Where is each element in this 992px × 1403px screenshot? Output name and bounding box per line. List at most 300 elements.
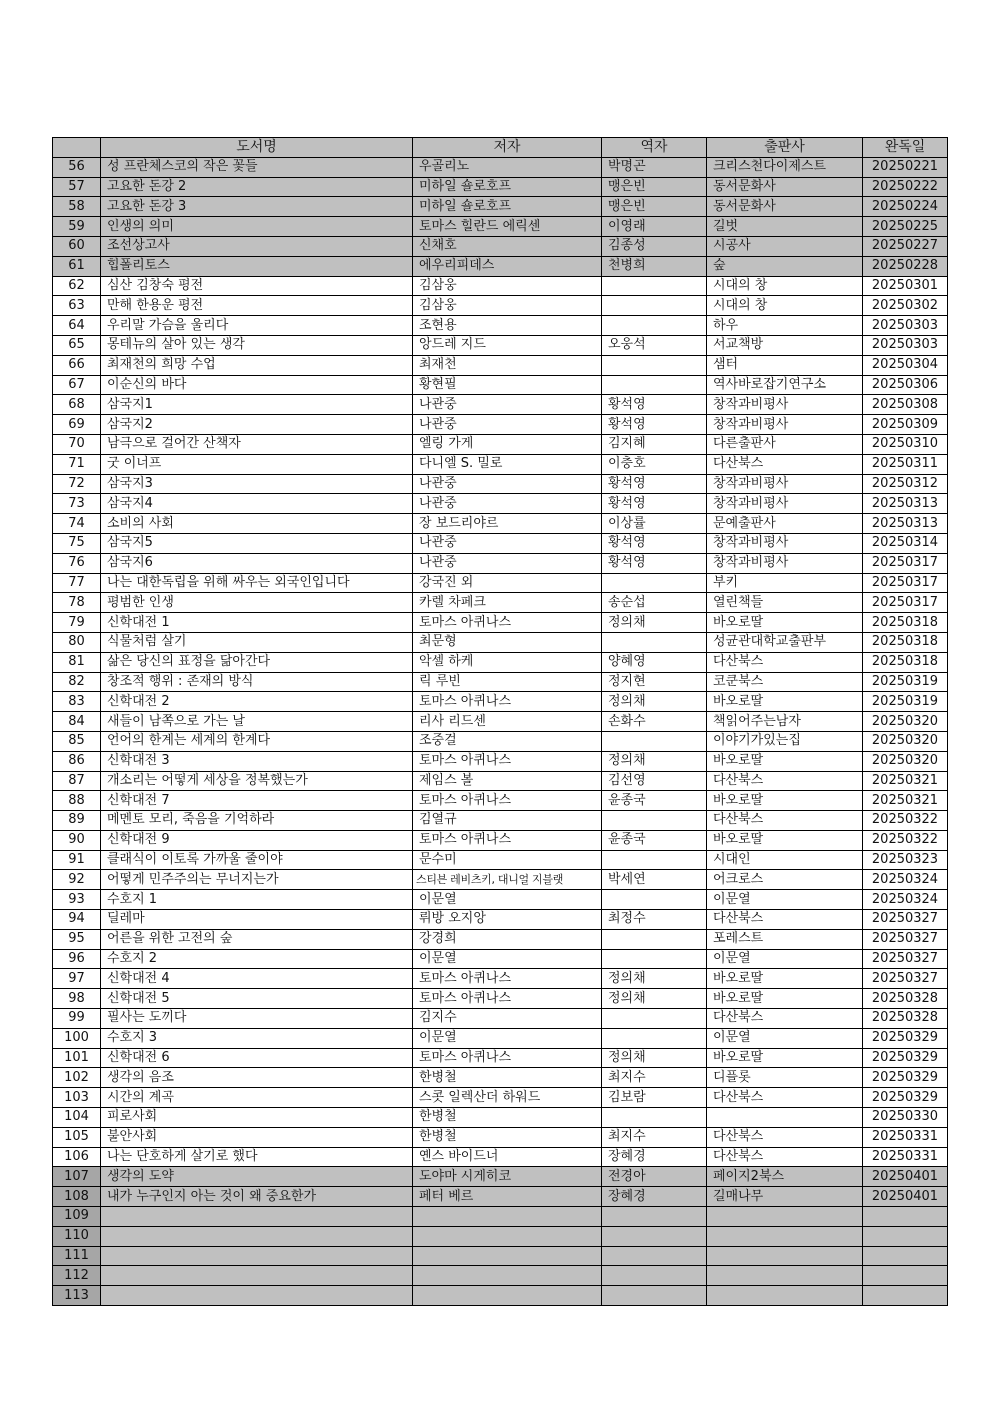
row-number-cell[interactable]: 59 [53, 217, 101, 237]
finished-date-cell[interactable]: 20250301 [863, 276, 948, 296]
translator-cell[interactable]: 황석영 [602, 494, 707, 514]
publisher-cell[interactable] [707, 1266, 863, 1286]
title-cell[interactable]: 신학대전 4 [101, 969, 413, 989]
author-cell[interactable]: 릭 루빈 [413, 672, 602, 692]
translator-cell[interactable] [602, 811, 707, 831]
publisher-cell[interactable]: 다산북스 [707, 771, 863, 791]
author-cell[interactable]: 토마스 아퀴나스 [413, 692, 602, 712]
publisher-cell[interactable]: 시공사 [707, 236, 863, 256]
title-cell[interactable]: 신학대전 7 [101, 791, 413, 811]
translator-cell[interactable] [602, 276, 707, 296]
finished-date-cell[interactable]: 20250310 [863, 434, 948, 454]
title-cell[interactable]: 삼국지2 [101, 415, 413, 435]
translator-cell[interactable]: 최정수 [602, 910, 707, 930]
title-cell[interactable]: 삼국지4 [101, 494, 413, 514]
translator-cell[interactable] [602, 1108, 707, 1128]
publisher-cell[interactable] [707, 1226, 863, 1246]
finished-date-cell[interactable]: 20250319 [863, 672, 948, 692]
publisher-cell[interactable]: 이문열 [707, 890, 863, 910]
publisher-cell[interactable]: 길매나무 [707, 1187, 863, 1207]
title-cell[interactable]: 수호지 2 [101, 949, 413, 969]
finished-date-cell[interactable] [863, 1286, 948, 1306]
finished-date-cell[interactable]: 20250324 [863, 870, 948, 890]
translator-cell[interactable]: 정의채 [602, 969, 707, 989]
title-cell[interactable] [101, 1246, 413, 1266]
author-cell[interactable]: 제임스 볼 [413, 771, 602, 791]
translator-cell[interactable]: 황석영 [602, 553, 707, 573]
translator-cell[interactable] [602, 1266, 707, 1286]
row-number-cell[interactable]: 78 [53, 593, 101, 613]
translator-cell[interactable]: 윤종국 [602, 791, 707, 811]
title-cell[interactable]: 우리말 가슴을 울리다 [101, 316, 413, 336]
translator-cell[interactable]: 맹은빈 [602, 177, 707, 197]
title-cell[interactable]: 생각의 도약 [101, 1167, 413, 1187]
title-cell[interactable]: 심산 김창숙 평전 [101, 276, 413, 296]
finished-date-cell[interactable]: 20250228 [863, 256, 948, 276]
finished-date-cell[interactable]: 20250318 [863, 652, 948, 672]
row-number-cell[interactable]: 60 [53, 236, 101, 256]
translator-cell[interactable]: 전경아 [602, 1167, 707, 1187]
publisher-cell[interactable]: 창작과비평사 [707, 494, 863, 514]
finished-date-cell[interactable]: 20250327 [863, 949, 948, 969]
author-cell[interactable]: 리사 리드센 [413, 712, 602, 732]
finished-date-cell[interactable]: 20250317 [863, 593, 948, 613]
finished-date-cell[interactable]: 20250321 [863, 791, 948, 811]
publisher-cell[interactable]: 페이지2북스 [707, 1167, 863, 1187]
row-number-cell[interactable]: 95 [53, 929, 101, 949]
translator-cell[interactable]: 정지현 [602, 672, 707, 692]
finished-date-cell[interactable]: 20250313 [863, 494, 948, 514]
publisher-cell[interactable]: 다산북스 [707, 652, 863, 672]
publisher-cell[interactable]: 다른출판사 [707, 434, 863, 454]
title-cell[interactable]: 나는 대한독립을 위해 싸우는 외국인입니다 [101, 573, 413, 593]
row-number-cell[interactable]: 98 [53, 989, 101, 1009]
publisher-cell[interactable]: 책읽어주는남자 [707, 712, 863, 732]
author-cell[interactable]: 악셀 하케 [413, 652, 602, 672]
publisher-cell[interactable]: 바오로딸 [707, 791, 863, 811]
title-cell[interactable]: 신학대전 6 [101, 1048, 413, 1068]
author-cell[interactable]: 나관중 [413, 494, 602, 514]
finished-date-cell[interactable]: 20250327 [863, 969, 948, 989]
publisher-cell[interactable]: 다산북스 [707, 910, 863, 930]
finished-date-cell[interactable]: 20250221 [863, 157, 948, 177]
finished-date-cell[interactable]: 20250302 [863, 296, 948, 316]
author-cell[interactable]: 강경희 [413, 929, 602, 949]
title-cell[interactable]: 삼국지3 [101, 474, 413, 494]
finished-date-cell[interactable]: 20250327 [863, 929, 948, 949]
row-number-cell[interactable]: 112 [53, 1266, 101, 1286]
publisher-cell[interactable] [707, 1207, 863, 1227]
title-cell[interactable]: 신학대전 9 [101, 830, 413, 850]
publisher-cell[interactable] [707, 1108, 863, 1128]
publisher-cell[interactable]: 포레스트 [707, 929, 863, 949]
finished-date-cell[interactable]: 20250401 [863, 1167, 948, 1187]
author-cell[interactable]: 다니엘 S. 밀로 [413, 454, 602, 474]
title-cell[interactable]: 생각의 음조 [101, 1068, 413, 1088]
title-cell[interactable]: 소비의 사회 [101, 514, 413, 534]
row-number-cell[interactable]: 104 [53, 1108, 101, 1128]
title-cell[interactable]: 굿 이너프 [101, 454, 413, 474]
author-cell[interactable]: 토마스 아퀴나스 [413, 830, 602, 850]
translator-cell[interactable]: 황석영 [602, 395, 707, 415]
row-number-cell[interactable]: 108 [53, 1187, 101, 1207]
publisher-cell[interactable]: 디플롯 [707, 1068, 863, 1088]
translator-cell[interactable] [602, 296, 707, 316]
finished-date-cell[interactable] [863, 1246, 948, 1266]
author-cell[interactable]: 뤼방 오지앙 [413, 910, 602, 930]
title-cell[interactable]: 시간의 계곡 [101, 1088, 413, 1108]
title-cell[interactable]: 신학대전 3 [101, 751, 413, 771]
title-cell[interactable]: 어른을 위한 고전의 숲 [101, 929, 413, 949]
title-cell[interactable]: 삼국지5 [101, 533, 413, 553]
publisher-cell[interactable]: 창작과비평사 [707, 474, 863, 494]
finished-date-cell[interactable]: 20250324 [863, 890, 948, 910]
title-cell[interactable] [101, 1286, 413, 1306]
title-cell[interactable]: 나는 단호하게 살기로 했다 [101, 1147, 413, 1167]
translator-cell[interactable]: 김선영 [602, 771, 707, 791]
author-cell[interactable]: 장 보드리야르 [413, 514, 602, 534]
finished-date-cell[interactable] [863, 1266, 948, 1286]
author-cell[interactable] [413, 1286, 602, 1306]
row-number-cell[interactable]: 99 [53, 1009, 101, 1029]
title-cell[interactable]: 남극으로 걸어간 산책자 [101, 434, 413, 454]
author-cell[interactable]: 에우리피데스 [413, 256, 602, 276]
title-cell[interactable]: 이순신의 바다 [101, 375, 413, 395]
title-cell[interactable]: 딜레마 [101, 910, 413, 930]
finished-date-cell[interactable]: 20250320 [863, 731, 948, 751]
finished-date-cell[interactable]: 20250327 [863, 910, 948, 930]
finished-date-cell[interactable]: 20250303 [863, 335, 948, 355]
publisher-cell[interactable]: 다산북스 [707, 1147, 863, 1167]
title-cell[interactable]: 고요한 돈강 3 [101, 197, 413, 217]
title-cell[interactable]: 메멘토 모리, 죽음을 기억하라 [101, 811, 413, 831]
translator-cell[interactable] [602, 731, 707, 751]
finished-date-cell[interactable]: 20250313 [863, 514, 948, 534]
row-number-cell[interactable]: 69 [53, 415, 101, 435]
finished-date-cell[interactable]: 20250227 [863, 236, 948, 256]
publisher-cell[interactable]: 역사바로잡기연구소 [707, 375, 863, 395]
row-number-cell[interactable]: 85 [53, 731, 101, 751]
title-cell[interactable]: 창조적 행위 : 존재의 방식 [101, 672, 413, 692]
row-number-cell[interactable]: 82 [53, 672, 101, 692]
publisher-cell[interactable]: 창작과비평사 [707, 533, 863, 553]
author-cell[interactable]: 토마스 힐란드 에릭센 [413, 217, 602, 237]
translator-cell[interactable]: 손화수 [602, 712, 707, 732]
publisher-cell[interactable]: 시대의 창 [707, 296, 863, 316]
author-cell[interactable]: 우골리노 [413, 157, 602, 177]
title-cell[interactable]: 삶은 당신의 표정을 닮아간다 [101, 652, 413, 672]
author-cell[interactable]: 토마스 아퀴나스 [413, 791, 602, 811]
finished-date-cell[interactable]: 20250224 [863, 197, 948, 217]
finished-date-cell[interactable]: 20250321 [863, 771, 948, 791]
author-cell[interactable] [413, 1207, 602, 1227]
publisher-cell[interactable]: 이문열 [707, 1028, 863, 1048]
publisher-cell[interactable]: 시대의 창 [707, 276, 863, 296]
author-cell[interactable]: 김열규 [413, 811, 602, 831]
row-number-cell[interactable]: 100 [53, 1028, 101, 1048]
finished-date-cell[interactable]: 20250304 [863, 355, 948, 375]
translator-cell[interactable] [602, 1226, 707, 1246]
row-number-cell[interactable]: 63 [53, 296, 101, 316]
finished-date-cell[interactable]: 20250222 [863, 177, 948, 197]
title-cell[interactable]: 신학대전 1 [101, 613, 413, 633]
row-number-cell[interactable]: 75 [53, 533, 101, 553]
finished-date-cell[interactable]: 20250328 [863, 1009, 948, 1029]
author-cell[interactable]: 김삼웅 [413, 276, 602, 296]
row-number-cell[interactable]: 91 [53, 850, 101, 870]
row-number-cell[interactable]: 70 [53, 434, 101, 454]
finished-date-cell[interactable]: 20250306 [863, 375, 948, 395]
title-cell[interactable] [101, 1266, 413, 1286]
author-cell[interactable]: 김지수 [413, 1009, 602, 1029]
row-number-cell[interactable]: 113 [53, 1286, 101, 1306]
row-number-cell[interactable]: 103 [53, 1088, 101, 1108]
publisher-cell[interactable]: 열린책들 [707, 593, 863, 613]
title-cell[interactable]: 삼국지1 [101, 395, 413, 415]
row-number-cell[interactable]: 67 [53, 375, 101, 395]
finished-date-cell[interactable]: 20250225 [863, 217, 948, 237]
author-cell[interactable]: 토마스 아퀴나스 [413, 969, 602, 989]
row-number-cell[interactable]: 92 [53, 870, 101, 890]
publisher-cell[interactable]: 크리스천다이제스트 [707, 157, 863, 177]
finished-date-cell[interactable]: 20250328 [863, 989, 948, 1009]
publisher-cell[interactable] [707, 1246, 863, 1266]
author-cell[interactable]: 나관중 [413, 533, 602, 553]
publisher-cell[interactable]: 다산북스 [707, 1009, 863, 1029]
author-cell[interactable]: 최문형 [413, 632, 602, 652]
translator-cell[interactable]: 정의채 [602, 1048, 707, 1068]
row-number-cell[interactable]: 57 [53, 177, 101, 197]
translator-cell[interactable]: 황석영 [602, 533, 707, 553]
finished-date-cell[interactable]: 20250309 [863, 415, 948, 435]
publisher-cell[interactable]: 길벗 [707, 217, 863, 237]
row-number-cell[interactable]: 111 [53, 1246, 101, 1266]
row-number-cell[interactable]: 83 [53, 692, 101, 712]
publisher-cell[interactable]: 어크로스 [707, 870, 863, 890]
title-cell[interactable] [101, 1207, 413, 1227]
translator-cell[interactable]: 정의채 [602, 751, 707, 771]
title-cell[interactable]: 고요한 돈강 2 [101, 177, 413, 197]
title-cell[interactable]: 새들이 남쪽으로 가는 날 [101, 712, 413, 732]
translator-cell[interactable] [602, 1028, 707, 1048]
finished-date-cell[interactable]: 20250318 [863, 632, 948, 652]
author-cell[interactable]: 도야마 시게히코 [413, 1167, 602, 1187]
row-number-cell[interactable]: 89 [53, 811, 101, 831]
title-cell[interactable]: 만해 한용운 평전 [101, 296, 413, 316]
finished-date-cell[interactable]: 20250322 [863, 830, 948, 850]
translator-cell[interactable]: 김지혜 [602, 434, 707, 454]
author-cell[interactable]: 스티븐 레비츠키, 대니얼 지블랫 [413, 870, 602, 890]
publisher-cell[interactable]: 창작과비평사 [707, 395, 863, 415]
finished-date-cell[interactable]: 20250308 [863, 395, 948, 415]
row-number-cell[interactable]: 94 [53, 910, 101, 930]
finished-date-cell[interactable] [863, 1207, 948, 1227]
translator-cell[interactable]: 박명곤 [602, 157, 707, 177]
row-number-cell[interactable]: 68 [53, 395, 101, 415]
title-cell[interactable]: 성 프란체스코의 작은 꽃들 [101, 157, 413, 177]
author-cell[interactable]: 엘링 가게 [413, 434, 602, 454]
author-cell[interactable]: 한병철 [413, 1108, 602, 1128]
finished-date-cell[interactable]: 20250320 [863, 751, 948, 771]
translator-cell[interactable]: 천병희 [602, 256, 707, 276]
publisher-cell[interactable]: 창작과비평사 [707, 415, 863, 435]
title-cell[interactable]: 식물처럼 살기 [101, 632, 413, 652]
translator-cell[interactable]: 송순섭 [602, 593, 707, 613]
author-cell[interactable]: 옌스 바이드너 [413, 1147, 602, 1167]
row-number-cell[interactable]: 84 [53, 712, 101, 732]
author-cell[interactable]: 조중걸 [413, 731, 602, 751]
author-cell[interactable]: 스콧 일렉산더 하워드 [413, 1088, 602, 1108]
translator-cell[interactable] [602, 890, 707, 910]
row-number-cell[interactable]: 86 [53, 751, 101, 771]
publisher-cell[interactable]: 다산북스 [707, 1127, 863, 1147]
title-cell[interactable]: 어떻게 민주주의는 무너지는가 [101, 870, 413, 890]
translator-cell[interactable]: 박세연 [602, 870, 707, 890]
author-cell[interactable]: 한병철 [413, 1127, 602, 1147]
title-cell[interactable]: 삼국지6 [101, 553, 413, 573]
author-cell[interactable] [413, 1246, 602, 1266]
translator-cell[interactable] [602, 1009, 707, 1029]
title-cell[interactable]: 평범한 인생 [101, 593, 413, 613]
title-cell[interactable]: 수호지 1 [101, 890, 413, 910]
translator-cell[interactable] [602, 573, 707, 593]
finished-date-cell[interactable]: 20250317 [863, 553, 948, 573]
publisher-cell[interactable]: 바오로딸 [707, 830, 863, 850]
publisher-cell[interactable]: 바오로딸 [707, 969, 863, 989]
translator-cell[interactable]: 최지수 [602, 1127, 707, 1147]
translator-cell[interactable] [602, 632, 707, 652]
publisher-cell[interactable]: 다산북스 [707, 454, 863, 474]
finished-date-cell[interactable]: 20250322 [863, 811, 948, 831]
finished-date-cell[interactable]: 20250311 [863, 454, 948, 474]
row-number-cell[interactable]: 72 [53, 474, 101, 494]
author-cell[interactable]: 황현필 [413, 375, 602, 395]
author-cell[interactable]: 토마스 아퀴나스 [413, 1048, 602, 1068]
title-cell[interactable]: 몽테뉴의 살아 있는 생각 [101, 335, 413, 355]
title-cell[interactable]: 내가 누구인지 아는 것이 왜 중요한가 [101, 1187, 413, 1207]
title-cell[interactable]: 조선상고사 [101, 236, 413, 256]
author-cell[interactable]: 강국진 외 [413, 573, 602, 593]
translator-cell[interactable]: 김종성 [602, 236, 707, 256]
row-number-cell[interactable]: 79 [53, 613, 101, 633]
row-number-cell[interactable]: 76 [53, 553, 101, 573]
row-number-cell[interactable]: 107 [53, 1167, 101, 1187]
publisher-cell[interactable]: 이문열 [707, 949, 863, 969]
row-number-cell[interactable]: 81 [53, 652, 101, 672]
title-cell[interactable]: 힙폴리토스 [101, 256, 413, 276]
translator-cell[interactable]: 장혜경 [602, 1187, 707, 1207]
row-number-cell[interactable]: 66 [53, 355, 101, 375]
publisher-cell[interactable] [707, 1286, 863, 1306]
title-cell[interactable]: 신학대전 5 [101, 989, 413, 1009]
row-number-cell[interactable]: 110 [53, 1226, 101, 1246]
row-number-cell[interactable]: 71 [53, 454, 101, 474]
title-cell[interactable]: 피로사회 [101, 1108, 413, 1128]
finished-date-cell[interactable]: 20250314 [863, 533, 948, 553]
author-cell[interactable] [413, 1266, 602, 1286]
author-cell[interactable]: 토마스 아퀴나스 [413, 989, 602, 1009]
author-cell[interactable]: 나관중 [413, 415, 602, 435]
translator-cell[interactable]: 양혜영 [602, 652, 707, 672]
author-cell[interactable]: 나관중 [413, 474, 602, 494]
author-cell[interactable]: 이문열 [413, 890, 602, 910]
translator-cell[interactable] [602, 850, 707, 870]
title-cell[interactable]: 최재천의 희망 수업 [101, 355, 413, 375]
title-cell[interactable]: 불안사회 [101, 1127, 413, 1147]
publisher-cell[interactable]: 문예출판사 [707, 514, 863, 534]
author-cell[interactable]: 토마스 아퀴나스 [413, 751, 602, 771]
title-cell[interactable]: 클래식이 이토록 가까울 줄이야 [101, 850, 413, 870]
translator-cell[interactable] [602, 375, 707, 395]
row-number-cell[interactable]: 56 [53, 157, 101, 177]
row-number-cell[interactable]: 87 [53, 771, 101, 791]
author-cell[interactable]: 이문열 [413, 1028, 602, 1048]
row-number-cell[interactable]: 93 [53, 890, 101, 910]
finished-date-cell[interactable]: 20250318 [863, 613, 948, 633]
author-cell[interactable]: 문수미 [413, 850, 602, 870]
publisher-cell[interactable]: 이야기가있는집 [707, 731, 863, 751]
author-cell[interactable]: 나관중 [413, 395, 602, 415]
translator-cell[interactable] [602, 1286, 707, 1306]
row-number-cell[interactable]: 62 [53, 276, 101, 296]
publisher-cell[interactable]: 부키 [707, 573, 863, 593]
translator-cell[interactable]: 김보람 [602, 1088, 707, 1108]
finished-date-cell[interactable]: 20250401 [863, 1187, 948, 1207]
publisher-cell[interactable]: 코쿤북스 [707, 672, 863, 692]
translator-cell[interactable] [602, 316, 707, 336]
row-number-cell[interactable]: 58 [53, 197, 101, 217]
author-cell[interactable]: 최재천 [413, 355, 602, 375]
publisher-cell[interactable]: 바오로딸 [707, 692, 863, 712]
translator-cell[interactable] [602, 355, 707, 375]
finished-date-cell[interactable]: 20250331 [863, 1147, 948, 1167]
row-number-cell[interactable]: 73 [53, 494, 101, 514]
finished-date-cell[interactable]: 20250317 [863, 573, 948, 593]
row-number-cell[interactable]: 88 [53, 791, 101, 811]
author-cell[interactable]: 한병철 [413, 1068, 602, 1088]
translator-cell[interactable]: 황석영 [602, 415, 707, 435]
publisher-cell[interactable]: 동서문화사 [707, 177, 863, 197]
translator-cell[interactable]: 오웅석 [602, 335, 707, 355]
translator-cell[interactable]: 최지수 [602, 1068, 707, 1088]
finished-date-cell[interactable]: 20250329 [863, 1048, 948, 1068]
author-cell[interactable] [413, 1226, 602, 1246]
publisher-cell[interactable]: 창작과비평사 [707, 553, 863, 573]
publisher-cell[interactable]: 숲 [707, 256, 863, 276]
row-number-cell[interactable]: 65 [53, 335, 101, 355]
author-cell[interactable]: 나관중 [413, 553, 602, 573]
finished-date-cell[interactable]: 20250320 [863, 712, 948, 732]
finished-date-cell[interactable]: 20250329 [863, 1068, 948, 1088]
row-number-cell[interactable]: 97 [53, 969, 101, 989]
publisher-cell[interactable]: 하우 [707, 316, 863, 336]
row-number-cell[interactable]: 64 [53, 316, 101, 336]
translator-cell[interactable]: 이상률 [602, 514, 707, 534]
publisher-cell[interactable]: 서교책방 [707, 335, 863, 355]
row-number-cell[interactable]: 109 [53, 1207, 101, 1227]
translator-cell[interactable] [602, 929, 707, 949]
row-number-cell[interactable]: 80 [53, 632, 101, 652]
translator-cell[interactable]: 정의채 [602, 692, 707, 712]
title-cell[interactable]: 필사는 도끼다 [101, 1009, 413, 1029]
author-cell[interactable]: 카렐 차페크 [413, 593, 602, 613]
finished-date-cell[interactable]: 20250331 [863, 1127, 948, 1147]
translator-cell[interactable]: 윤종국 [602, 830, 707, 850]
translator-cell[interactable] [602, 949, 707, 969]
author-cell[interactable]: 조현용 [413, 316, 602, 336]
title-cell[interactable]: 인생의 의미 [101, 217, 413, 237]
row-number-cell[interactable]: 61 [53, 256, 101, 276]
